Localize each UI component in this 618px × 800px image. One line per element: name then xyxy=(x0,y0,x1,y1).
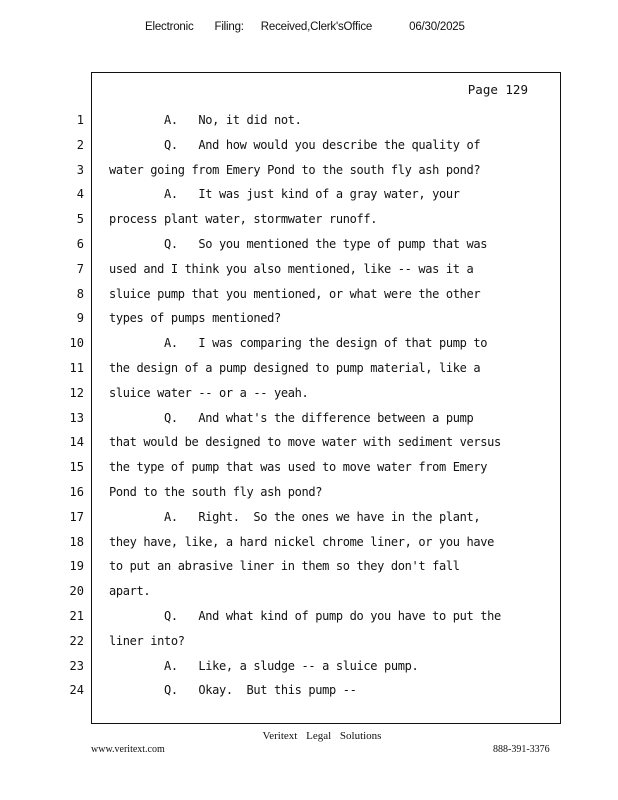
line-number: 20 xyxy=(69,584,84,599)
transcript-line: the type of pump that was used to move water from Emery xyxy=(109,460,488,475)
transcript-line: A. Right. So the ones we have in the plant, xyxy=(109,509,481,524)
footer-phone: 888-391-3376 xyxy=(493,744,550,755)
transcript-line: Q. And what kind of pump do you have to put the xyxy=(109,608,501,623)
transcript-line: types of pumps mentioned? xyxy=(109,311,281,326)
header-filing: Filing: xyxy=(214,21,244,33)
line-number: 24 xyxy=(69,683,84,698)
transcript-line: used and I think you also mentioned, like -- was it a xyxy=(109,261,474,276)
transcript-text xyxy=(109,108,549,703)
line-number: 2 xyxy=(76,137,84,152)
transcript-line: Pond to the south fly ash pond? xyxy=(109,484,323,499)
transcript-line: Q. And what's the difference between a pump xyxy=(109,410,474,425)
filing-header xyxy=(145,21,465,33)
footer-website: www.veritext.com xyxy=(91,744,165,755)
line-number: 14 xyxy=(69,435,84,450)
line-number: 10 xyxy=(69,336,84,351)
line-number: 9 xyxy=(76,311,84,326)
header-received: Received,Clerk'sOffice xyxy=(260,21,373,33)
transcript-line: Q. So you mentioned the type of pump that was xyxy=(109,236,488,251)
transcript-line: they have, like, a hard nickel chrome liner, or you have xyxy=(109,534,494,549)
line-number: 13 xyxy=(69,410,84,425)
transcript-line: Q. Okay. But this pump -- xyxy=(109,683,357,698)
line-number: 12 xyxy=(69,385,84,400)
line-number: 3 xyxy=(76,162,84,177)
line-number: 1 xyxy=(76,113,84,127)
line-number: 21 xyxy=(69,608,84,623)
line-number: 17 xyxy=(69,509,84,524)
transcript-line: liner into? xyxy=(109,633,185,648)
line-number: 19 xyxy=(69,559,84,574)
header-electronic: Electronic xyxy=(145,21,194,33)
line-number: 6 xyxy=(76,236,84,251)
line-number: 11 xyxy=(69,360,84,375)
transcript-line: water going from Emery Pond to the south fly ash pond? xyxy=(109,162,481,177)
transcript-line: sluice water -- or a -- yeah. xyxy=(109,385,309,400)
line-number: 7 xyxy=(76,261,84,276)
transcript-line: A. No, it did not. xyxy=(109,113,302,127)
header-date: 06/30/2025 xyxy=(409,21,465,33)
line-number: 15 xyxy=(69,460,84,475)
transcript-line: apart. xyxy=(109,584,151,599)
transcript-line: process plant water, stormwater runoff. xyxy=(109,212,378,227)
transcript-line: A. It was just kind of a gray water, your xyxy=(109,187,460,202)
transcript-line: Q. And how would you describe the quality of xyxy=(109,137,481,152)
transcript-line: the design of a pump designed to pump material, like a xyxy=(109,360,481,375)
line-number: 22 xyxy=(69,633,84,648)
footer-company: Veritext Legal Solutions xyxy=(262,730,382,742)
line-number: 16 xyxy=(69,484,84,499)
transcript-line: A. I was comparing the design of that pump to xyxy=(109,336,488,351)
transcript-line: sluice pump that you mentioned, or what were the other xyxy=(109,286,481,301)
page-number: Page 129 xyxy=(467,82,528,97)
transcript-line: A. Like, a sludge -- a sluice pump. xyxy=(109,658,419,673)
line-number: 8 xyxy=(76,286,84,301)
line-number-column xyxy=(68,108,84,703)
transcript-line: to put an abrasive liner in them so they don't fall xyxy=(109,559,460,574)
line-number: 5 xyxy=(76,212,84,227)
line-number: 18 xyxy=(69,534,84,549)
line-number: 23 xyxy=(69,658,84,673)
line-number: 4 xyxy=(76,187,84,202)
transcript-line: that would be designed to move water with sediment versus xyxy=(109,435,501,450)
